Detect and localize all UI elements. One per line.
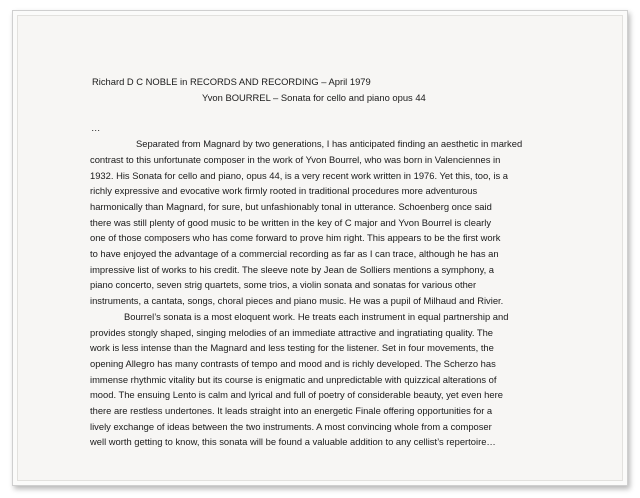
- paragraph-line: well worth getting to know, this sonata will be found a valuable addition to any cellist’s repertoire…: [90, 436, 496, 448]
- paragraph-line: impressive list of works to his credit. The sleeve note by Jean de Solliers mentions a symphony, a: [90, 263, 495, 275]
- paragraph-line: to have enjoyed the advantage of a commercial recording as far as I can trace, although he has an: [90, 248, 499, 260]
- scanned-page: [17, 15, 623, 481]
- paragraph-line: lively exchange of ideas between the two instruments. A most convincing whole from a composer: [90, 420, 492, 432]
- paragraph-line: instruments, a cantata, songs, choral pieces and piano music. He was a pupil of Milhaud and Rivier.: [90, 295, 504, 307]
- paragraph-line: Bourrel’s sonata is a most eloquent work. He treats each instrument in equal partnership and: [124, 310, 509, 322]
- paragraph-line: there are restless undertones. It leads straight into an energetic Finale offering opportunities for a: [90, 405, 493, 417]
- paragraph-1: [90, 136, 590, 309]
- paragraph-line: contrast to this unfortunate composer in the work of Yvon Bourrel, who was born in Valenciennes in: [90, 153, 501, 165]
- document-title: Richard D C NOBLE in RECORDS AND RECORDING – April 1979: [92, 76, 371, 87]
- paragraph-line: mood. The ensuing Lento is calm and lyrical and full of poetry of considerable beauty, yet even here: [90, 389, 503, 401]
- paragraph-line: one of those composers who has come forward to prove him right. This appears to be the first work: [90, 232, 501, 244]
- paragraph-2: [90, 309, 590, 450]
- omission-mark: …: [91, 122, 101, 134]
- paragraph-line: immense rhythmic vitality but its course is enigmatic and unpredictable with quizzical alterations of: [90, 373, 497, 385]
- paragraph-line: richly expressive and evocative work firmly rooted in traditional procedures more adventurous: [90, 185, 478, 197]
- paragraph-line: piano concerto, seven strig quartets, some trios, a violin sonata and sonatas for various other: [90, 279, 477, 291]
- paragraph-line: opening Allegro has many contrasts of tempo and mood and is richly developed. The Scherzo has: [90, 357, 496, 369]
- paragraph-line: harmonically than Magnard, for sure, but unfashionably tonal in utterance. Schoenberg once said: [90, 200, 492, 212]
- paragraph-line: work is less intense than the Magnard and less testing for the listener. Set in four movements, the: [90, 342, 494, 354]
- paragraph-line: Separated from Magnard by two generations, I has anticipated finding an aesthetic in marked: [136, 138, 523, 150]
- document-frame: [12, 10, 628, 486]
- paragraph-line: there was still plenty of good music to be written in the key of C major and Yvon Bourrel is clearly: [90, 216, 492, 228]
- document-subtitle: Yvon BOURREL – Sonata for cello and piano opus 44: [202, 91, 426, 103]
- paragraph-line: 1932. His Sonata for cello and piano, opus 44, is a very recent work written in 1976. Yet this, too, is a: [90, 169, 508, 181]
- document-body: [90, 74, 590, 450]
- paragraph-line: provides stongly shaped, singing melodies of an immediate attractive and ingratiating quality. The: [90, 326, 494, 338]
